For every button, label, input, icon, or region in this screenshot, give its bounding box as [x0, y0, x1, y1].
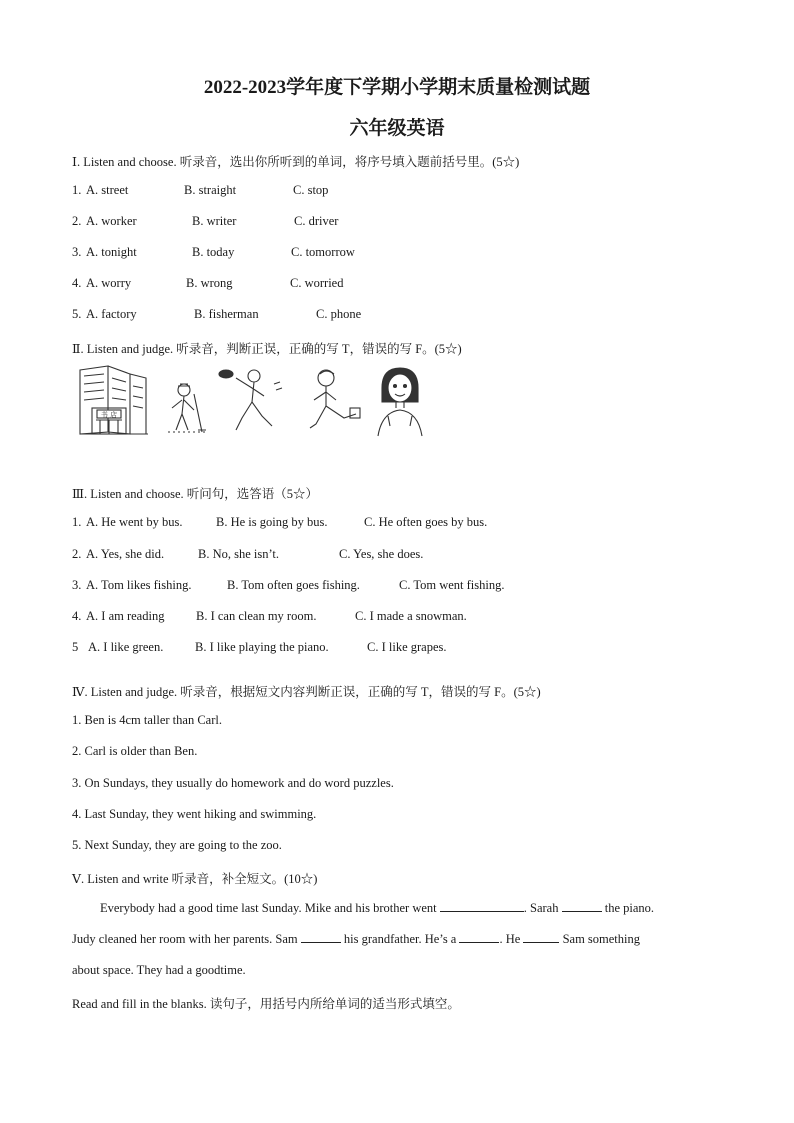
section-2-heading: Ⅱ. Listen and judge. 听录音，判断正误，正确的写 T，错误的写 F。(5☆) [72, 342, 462, 356]
option-c: C. stop [293, 183, 329, 197]
statement: 2. Carl is older than Ben. [72, 744, 198, 758]
question-row [72, 183, 752, 201]
statement: 4. Last Sunday, they went hiking and swimming. [72, 807, 317, 821]
passage-line-3: about space. They had a goodtime. [72, 963, 246, 977]
passage-text: the piano. [604, 901, 655, 915]
answer-blank[interactable] [459, 931, 499, 943]
kicking-child-picture [310, 370, 360, 428]
passage-line-1 [100, 900, 654, 916]
page-title: 2022-2023学年度下学期小学期末质量检测试题 [203, 77, 591, 98]
option-c: C. I made a snowman. [355, 609, 467, 623]
option-b: B. I like playing the piano. [195, 640, 329, 654]
sweeping-person-picture [168, 384, 208, 432]
question-row [72, 276, 752, 294]
option-b: B. writer [192, 214, 237, 228]
picture-strip [78, 364, 440, 443]
answer-blank[interactable] [301, 931, 341, 943]
statement: 5. Next Sunday, they are going to the zoo. [72, 838, 282, 852]
option-a: A. worry [86, 276, 132, 290]
page-subtitle: 六年级英语 [349, 118, 445, 139]
passage-text: Everybody had a good time last Sunday. Mike and his brother went [100, 901, 437, 915]
option-b: B. Tom often goes fishing. [227, 578, 360, 592]
option-c: C. phone [316, 307, 362, 321]
option-b: B. He is going by bus. [216, 515, 328, 529]
option-a: A. tonight [86, 245, 137, 259]
question-row [72, 245, 752, 263]
question-row [72, 640, 752, 658]
question-number: 2. [72, 214, 82, 228]
question-row [72, 578, 752, 596]
option-b: B. wrong [186, 276, 233, 290]
question-number: 1. [72, 183, 82, 197]
passage-text: Judy cleaned her room with her parents. Sam [72, 932, 298, 946]
section-5-heading: Ⅴ. Listen and write 听录音，补全短文。(10☆) [72, 872, 318, 886]
option-a: A. worker [86, 214, 137, 228]
question-number: 1. [72, 515, 82, 529]
option-a: A. factory [86, 307, 137, 321]
passage-text: . Sarah [523, 901, 559, 915]
section-4-heading: Ⅳ. Listen and judge. 听录音，根据短文内容判断正误，正确的写 T，错误的写 F。(5☆) [72, 685, 541, 699]
question-number: 4. [72, 609, 82, 623]
question-number: 3. [72, 578, 82, 592]
passage-text: his grandfather. He’s a [343, 932, 457, 946]
option-b: B. straight [184, 183, 237, 197]
question-number: 3. [72, 245, 82, 259]
option-b: B. today [192, 245, 235, 259]
option-a: A. Yes, she did. [86, 547, 165, 561]
option-c: C. Tom went fishing. [399, 578, 505, 592]
section-6-heading: Read and fill in the blanks. 读句子，用括号内所给单词的适当形式填空。 [72, 997, 460, 1011]
option-c: C. I like grapes. [367, 640, 447, 654]
question-number: 2. [72, 547, 82, 561]
listening-pictures [78, 364, 440, 438]
question-row [72, 547, 752, 565]
option-c: C. tomorrow [291, 245, 355, 259]
option-a: A. I am reading [86, 609, 165, 623]
running-person-picture [219, 370, 282, 430]
statement: 1. Ben is 4cm taller than Carl. [72, 713, 222, 727]
passage-line-2 [72, 931, 640, 947]
option-b: B. No, she isn’t. [198, 547, 280, 561]
option-c: C. worried [290, 276, 344, 290]
option-c: C. driver [294, 214, 339, 228]
answer-blank[interactable] [440, 900, 524, 912]
statement: 3. On Sundays, they usually do homework and do word puzzles. [72, 776, 394, 790]
bookstore-sign: 书 店 [100, 411, 118, 419]
answer-blank[interactable] [523, 931, 559, 943]
question-row [72, 515, 752, 533]
option-a: A. I like green. [88, 640, 164, 654]
bookstore-picture [80, 366, 148, 434]
option-b: B. I can clean my room. [196, 609, 317, 623]
option-a: A. street [86, 183, 129, 197]
option-a: A. Tom likes fishing. [86, 578, 192, 592]
answer-blank[interactable] [562, 900, 602, 912]
section-1-heading: Ⅰ. Listen and choose. 听录音，选出你所听到的单词，将序号填入题前括号里。(5☆) [72, 155, 520, 169]
option-c: C. He often goes by bus. [364, 515, 488, 529]
question-row [72, 609, 752, 627]
question-row [72, 307, 752, 325]
option-a: A. He went by bus. [86, 515, 183, 529]
option-b: B. fisherman [194, 307, 259, 321]
question-number: 5. [72, 307, 82, 321]
girl-picture [378, 368, 422, 436]
option-c: C. Yes, she does. [339, 547, 424, 561]
question-number: 5 [72, 640, 79, 654]
section-3-heading: Ⅲ. Listen and choose. 听问句，选答语（5☆） [72, 487, 319, 501]
passage-text: . He [499, 932, 521, 946]
question-row [72, 214, 752, 232]
question-number: 4. [72, 276, 82, 290]
passage-text: Sam something [562, 932, 640, 946]
